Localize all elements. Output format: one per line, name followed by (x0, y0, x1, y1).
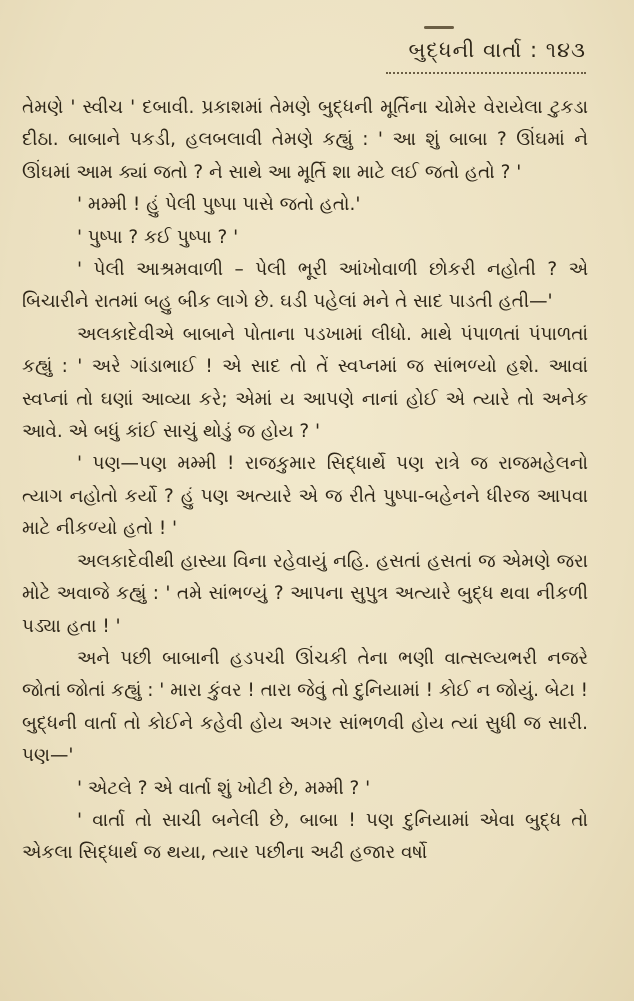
header-ornament (424, 26, 454, 29)
paragraph: ' પેલી આશ્રમવાળી – પેલી ભૂરી આંખોવાળી છોકરી નહોતી ? એ બિચારીને રાતમાં બહુ બીક લાગે છે. ઘડી પહેલાં મને તે સાદ પાડતી હતી—' (22, 259, 588, 313)
paragraph: અને પછી બાબાની હડપચી ઊંચકી તેના ભણી વાત્સલ્યભરી નજરે જોતાં જોતાં કહ્યું : ' મારા કુંવર ! તારા જેવું તો દુનિયામાં ! કોઈ ન જોયું. બેટા ! બુદ્ધની વાર્તા તો કોઈને કહેવી હોય અગર સાંભળવી હોય ત્યાં સુધી જ સારી. પણ—' (22, 647, 588, 767)
running-header: બુદ્ધની વાર્તા : ૧૪૩ (408, 38, 586, 62)
paragraph: તેમણે ' સ્વીચ ' દબાવી. પ્રકાશમાં તેમણે બુદ્ધની મૂર્તિના ચોમેર વેરાયેલા ટુકડા દીઠા. બાબાને પકડી, હલબલાવી તેમણે કહ્યું : ' આ શું બાબા ? ઊંઘમાં ને ઊંઘમાં આમ ક્યાં જતો ? ને સાથે આ મૂર્તિ શા માટે લઈ જતો હતો ? ' (22, 97, 588, 183)
paragraph: અલકાદેવીથી હાસ્યા વિના રહેવાયું નહિ. હસતાં હસતાં જ એમણે જરા મોટે અવાજે કહ્યું : ' તમે સાંભળ્યું ? આપના સુપુત્ર અત્યારે બુદ્ધ થવા નીકળી પડ્યા હતા ! ' (22, 550, 588, 637)
page-body (22, 92, 588, 870)
header-underline (386, 70, 586, 74)
paragraph: ' મમ્મી ! હું પેલી પુષ્પા પાસે જતો હતો.' (77, 194, 361, 216)
paragraph: ' પણ—પણ મમ્મી ! રાજકુમાર સિદ્ધાર્થે પણ રાત્રે જ રાજમહેલનો ત્યાગ નહોતો કર્યો ? હું પણ અત્યારે એ જ રીતે પુષ્પા-બહેનને ધીરજ આપવા માટે નીકળ્યો હતો ! ' (22, 453, 588, 540)
paragraph: ' એટલે ? એ વાર્તા શું ખોટી છે, મમ્મી ? ' (77, 777, 371, 799)
paragraph: ' વાર્તા તો સાચી બનેલી છે, બાબા ! પણ દુનિયામાં એવા બુદ્ધ તો એકલા સિદ્ધાર્થ જ થયા, ત્યાર પછીના અઢી હજાર વર્ષો (22, 809, 588, 864)
paragraph: અલકાદેવીએ બાબાને પોતાના પડખામાં લીધો. માથે પંપાળતાં પંપાળતાં કહ્યું : ' અરે ગાંડાભાઈ ! એ સાદ તો તેં સ્વપ્નમાં જ સાંભળ્યો હશે. આવાં સ્વપ્નાં તો ઘણાં આવ્યા કરે; એમાં ય આપણે નાનાં હોઈ એ ત્યારે તો અનેક આવે. એ બધું કાંઈ સાચું થોડું જ હોય ? ' (22, 323, 588, 443)
paragraph: ' પુષ્પા ? કઈ પુષ્પા ? ' (77, 226, 239, 248)
